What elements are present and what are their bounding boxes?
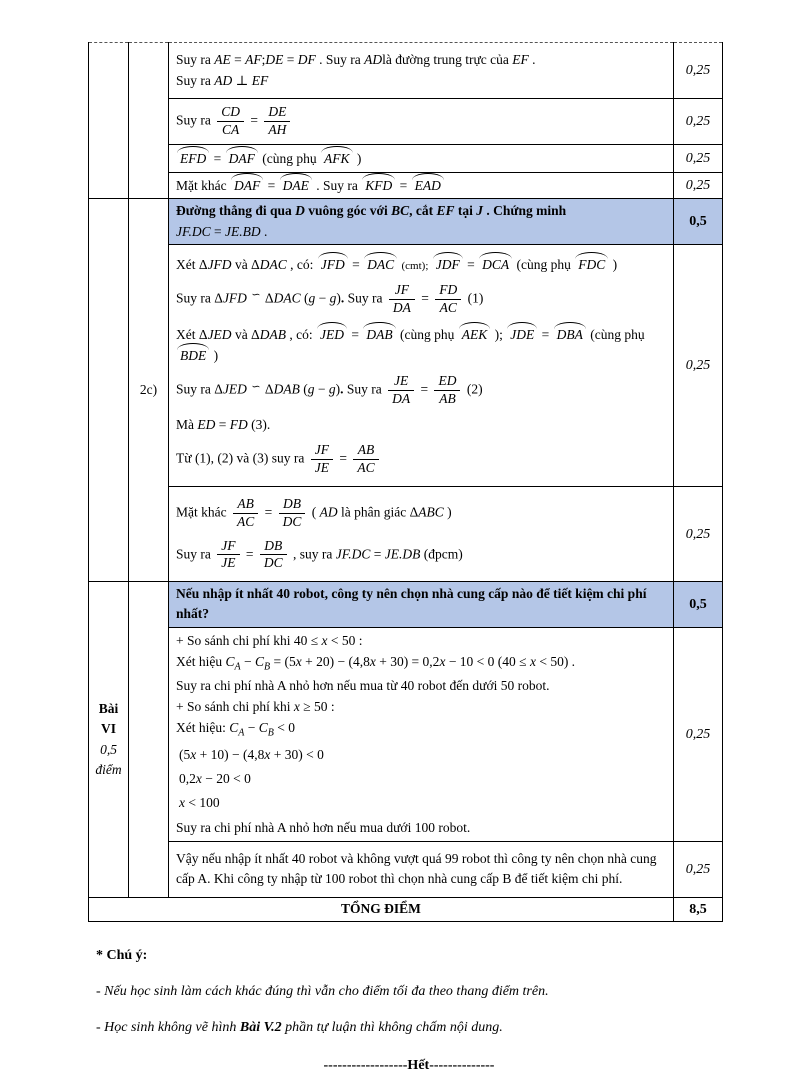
- table-row: [89, 173, 723, 199]
- end-marker: ------------------Hết--------------: [323, 1057, 495, 1073]
- note-line-1: - Nếu học sinh làm cách khác đúng thì vẫn cho điểm tối đa theo thang điểm trên.: [96, 983, 549, 999]
- points-cell: 0,25: [674, 173, 723, 199]
- table-row: [89, 43, 723, 99]
- table-row: [89, 145, 723, 173]
- note-line-2: - Học sinh không vẽ hình Bài V.2 phần tự luận thì không chấm nội dung.: [96, 1019, 503, 1035]
- answer-content: Mặt khác $\frac{AB}{AC}$ = $\frac{DB}{DC}$ ( AD là phân giác ΔABC ) Suy ra $\frac{JF}{JE}$ = $\frac{DB}{DC}$ , suy ra JF.DC = JE.DB (đpcm): [169, 486, 674, 581]
- footer-notes: [96, 948, 722, 1074]
- question-statement: Đường thẳng đi qua D vuông góc với BC, cắt EF tại J . Chứng minh JF.DC = JE.BD .: [169, 199, 674, 245]
- answer-content: EFD = DAF (cùng phụ AFK ): [169, 145, 674, 173]
- points-cell: 0,25: [674, 43, 723, 99]
- answer-content: Suy ra AE = AF;DE = DF . Suy ra ADlà đường trung trực của EF . Suy ra AD ⊥ EF: [169, 43, 674, 99]
- points-cell: 0,25: [674, 627, 723, 841]
- question-statement: Nếu nhập ít nhất 40 robot, công ty nên chọn nhà cung cấp nào để tiết kiệm chi phí nhất?: [169, 582, 674, 628]
- points-cell: 0,25: [674, 486, 723, 581]
- notes-title: * Chú ý:: [96, 947, 148, 963]
- answer-content: Suy ra $\frac{CD}{CA}$ = $\frac{DE}{AH}$: [169, 99, 674, 145]
- question-label-cell: [89, 43, 129, 199]
- points-cell: 0,25: [674, 145, 723, 173]
- total-points-cell: 8,5: [674, 897, 723, 921]
- answer-content: Xét ΔJFD và ΔDAC , có: JFD = DAC (cmt); JDF = DCA (cùng phụ FDC ) Suy ra ΔJFD ∽ ΔDAC (g − g). Suy ra $\frac{JF}{DA}$ = $\frac{FD}{AC}$ (1) Xét ΔJED và ΔDAB , có: JED = DAB (cùng phụ AEK ); JDE = DBA (cùng phụ BDE ) Suy ra ΔJED ∽ ΔDAB (g − g). Suy ra $\frac{JE}{DA}$ = $\frac{ED}{AB}$ (2) Mà ED = FD (3). Từ (1), (2) và (3) suy ra $\frac{JF}{JE}$ = $\frac{AB}{AC}$: [169, 244, 674, 486]
- document-page: [0, 42, 792, 1073]
- table-row-question-header: [89, 582, 723, 628]
- subquestion-label-cell: [129, 43, 169, 199]
- subquestion-label-cell: [129, 582, 169, 898]
- points-cell: 0,25: [674, 841, 723, 897]
- points-cell: 0,5: [674, 199, 723, 245]
- question-label-cell: Bài VI 0,5 điểm: [89, 582, 129, 898]
- points-cell: 0,25: [674, 244, 723, 486]
- question-label-cell: [89, 199, 129, 582]
- subquestion-label-cell: 2c): [129, 199, 169, 582]
- table-row: [89, 486, 723, 581]
- table-row: [89, 244, 723, 486]
- table-row: [89, 627, 723, 841]
- points-cell: 0,25: [674, 99, 723, 145]
- table-row: [89, 841, 723, 897]
- table-row-question-header: [89, 199, 723, 245]
- table-row: [89, 99, 723, 145]
- table-row-total: [89, 897, 723, 921]
- total-label: TỔNG ĐIỂM: [89, 897, 674, 921]
- answer-content: Mặt khác DAF = DAE . Suy ra KFD = EAD: [169, 173, 674, 199]
- answer-content: + So sánh chi phí khi 40 ≤ x < 50 : Xét hiệu $C_A - C_B = (5x + 20) - (4,8x + 30) = 0,2x - 10 < 0$ (40 ≤ x < 50) . Suy ra chi phí nhà A nhỏ hơn nếu mua từ 40 robot đến dưới 50 robot. + So sánh chi phí khi x ≥ 50 : Xét hiệu: $C_A - C_B < 0$ (5x + 10) − (4,8x + 30) < 0 0,2x − 20 < 0 x < 100 Suy ra chi phí nhà A nhỏ hơn nếu mua dưới 100 robot.: [169, 627, 674, 841]
- answer-content: Vậy nếu nhập ít nhất 40 robot và không vượt quá 99 robot thì công ty nên chọn nhà cung cấp A. Khi công ty nhập từ 100 robot thì chọn nhà cung cấp B để tiết kiệm chi phí.: [169, 841, 674, 897]
- answer-key-table: [88, 42, 723, 922]
- points-cell: 0,5: [674, 582, 723, 628]
